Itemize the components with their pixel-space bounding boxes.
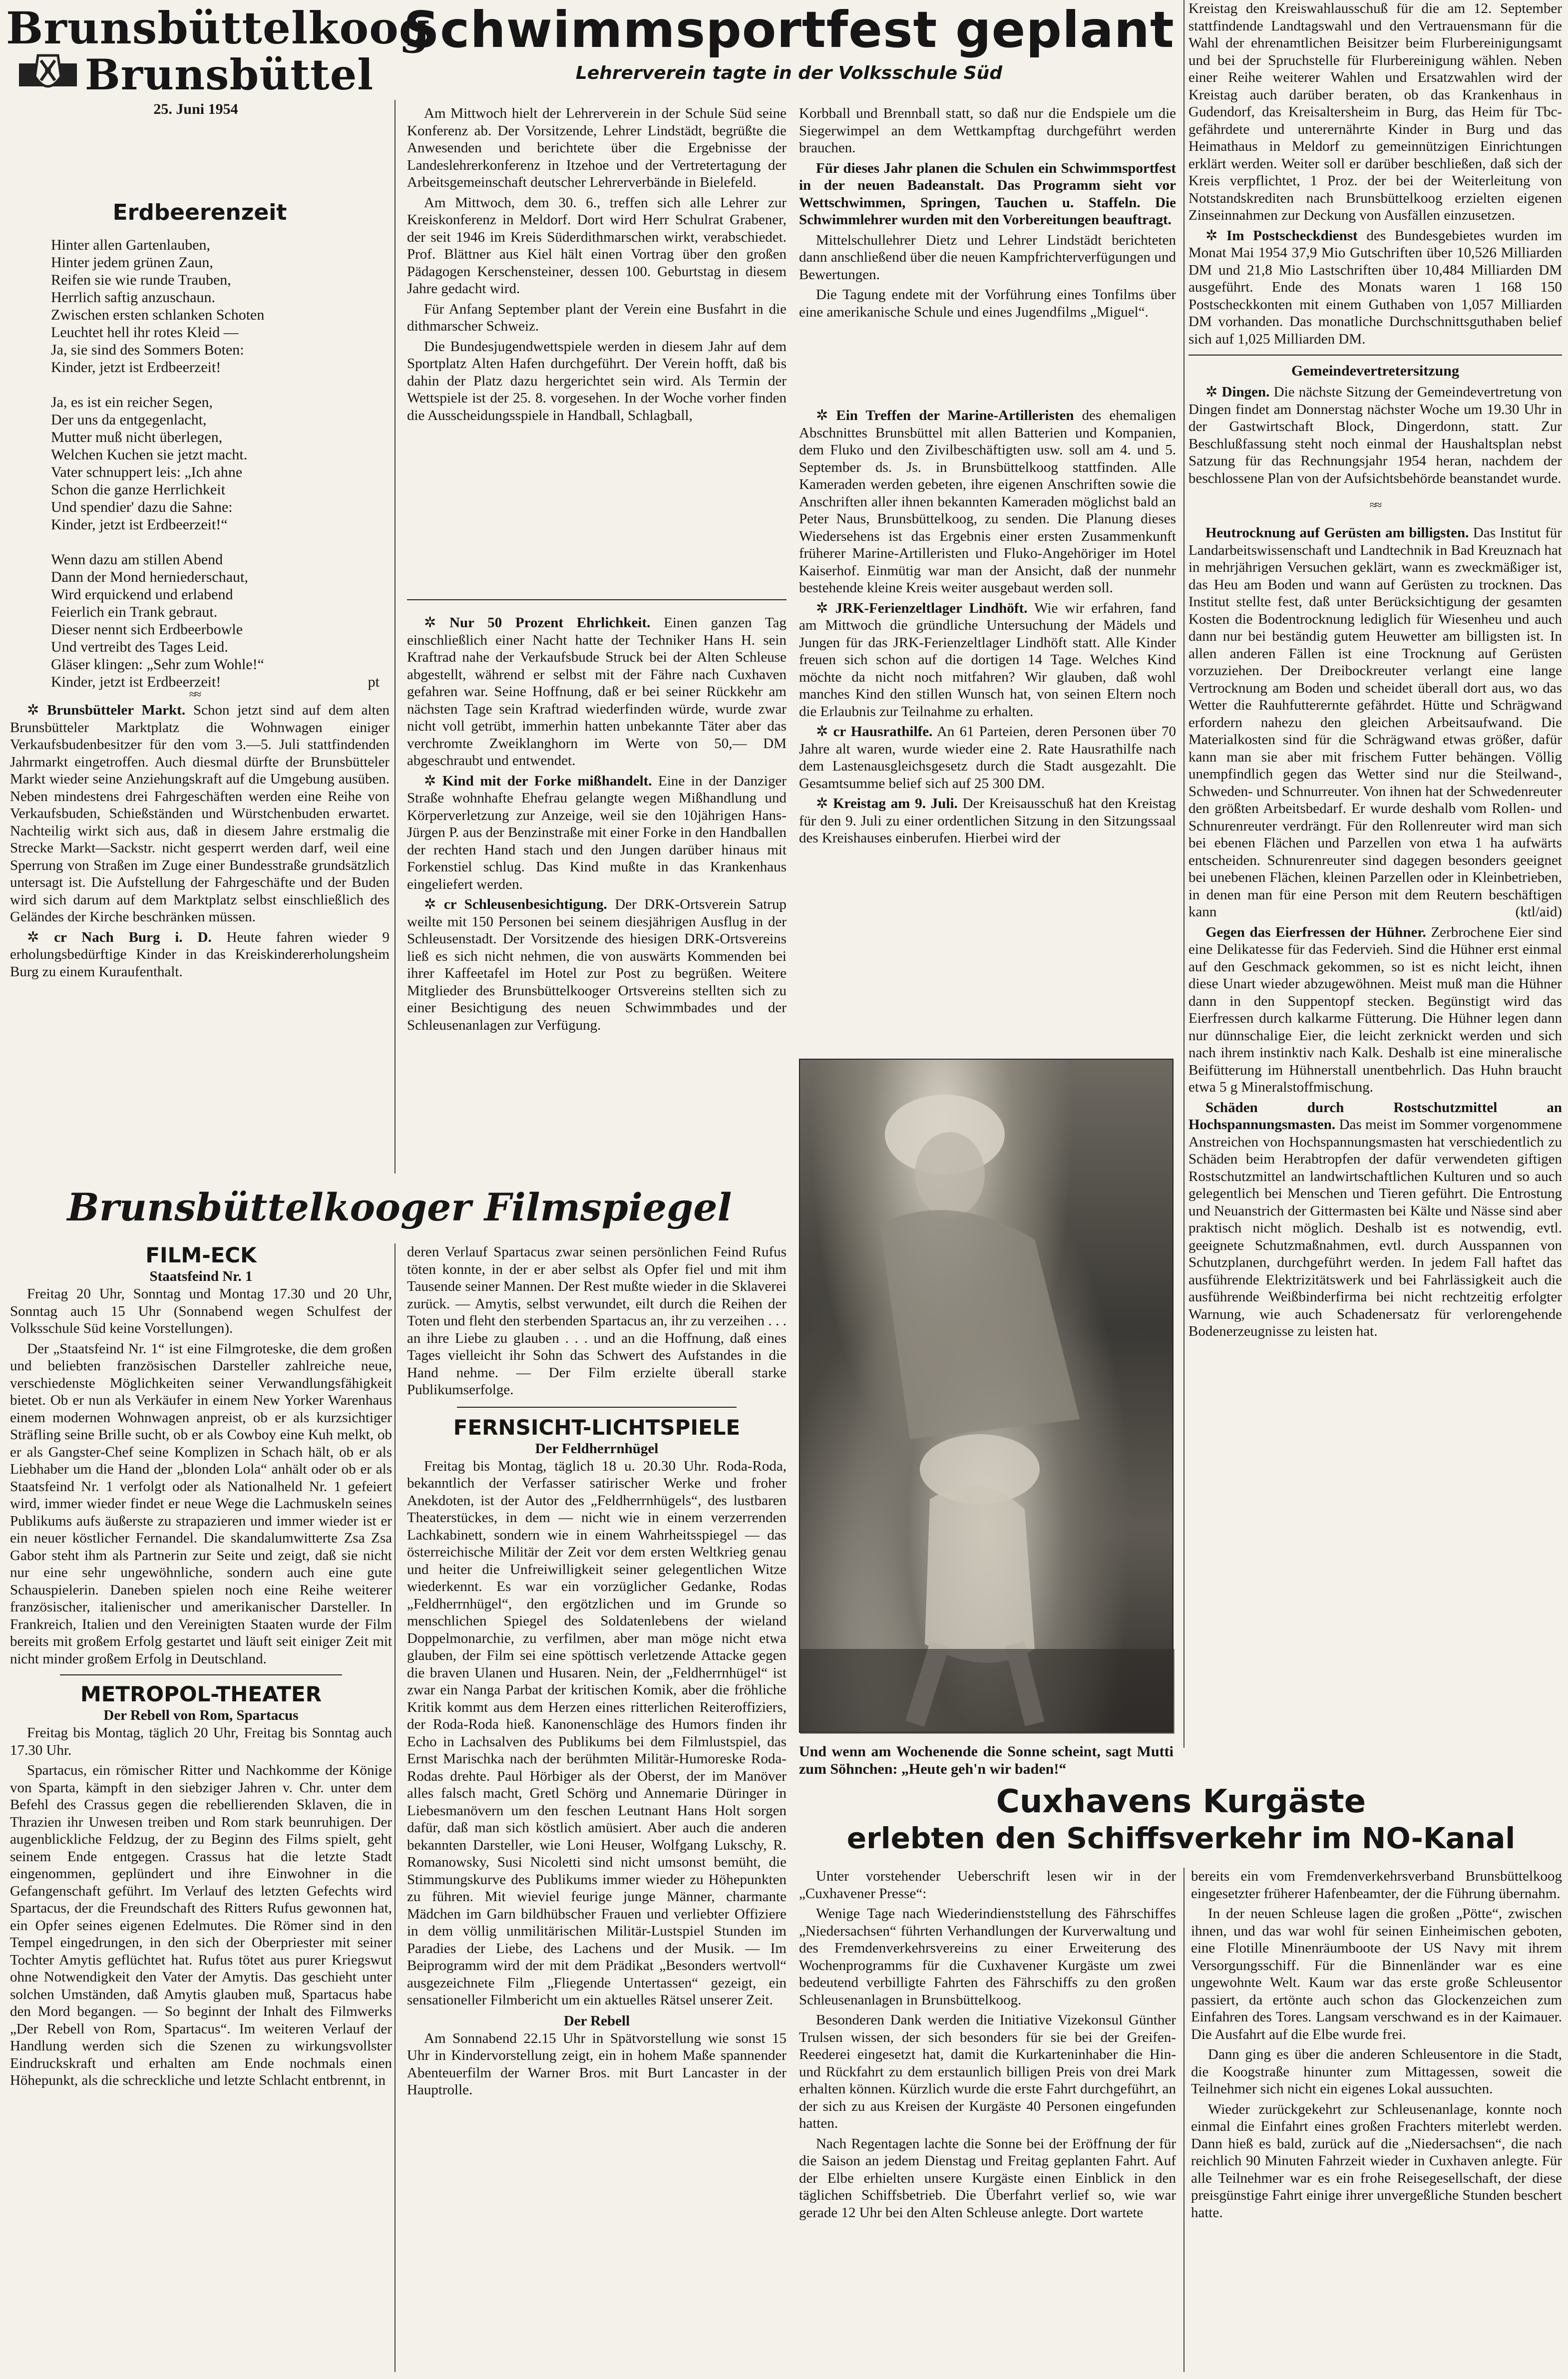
poem-line: Kinder, jetzt ist Erdbeerzeit! — [51, 674, 221, 690]
poem-line: Herrlich saftig anzuschaun. — [51, 289, 216, 306]
far-right-column — [1188, 0, 1562, 1748]
news-item-lead: JRK-Ferienzeltlager Lindhöft. — [835, 600, 1028, 616]
paragraph: Korbball und Brennball statt, so daß nur die Endspiele um die Siegerwimpel an dem Wettkampftag durchgeführt werden brauchen. — [799, 105, 1176, 156]
gv-news — [1188, 384, 1562, 487]
paragraph: Freitag bis Montag, täglich 20 Uhr, Freitag bis Sonntag auch 17.30 Uhr. — [10, 1725, 392, 1758]
paragraph: Für Anfang September plant der Verein eine Busfahrt in die dithmarscher Schweiz. — [407, 301, 786, 334]
cinema-film-eck: FILM-ECK — [145, 1243, 257, 1267]
poem-line: Dann der Mond herniederschaut, — [51, 569, 248, 585]
poem-line — [51, 376, 390, 394]
poem-line: Der uns da entgegenlacht, — [51, 411, 207, 428]
column-rule — [394, 1243, 395, 2372]
news-item — [10, 702, 390, 926]
star-icon: ✲ — [27, 929, 54, 945]
divider-line — [407, 599, 786, 600]
separator-wave: ≈≈ — [189, 688, 201, 701]
postscheck-text: des Bundesgebietes wurden im Monat Mai 1954 37,9 Mio Gutschriften über 10,526 Milliarden DM und 21,8 Mio Lastschriften über 10,484 Milliarden DM ausgeführt. Ende des Monats waren 1 168 150 Postscheckkonten mit einem Guthaben von 1,057 Milliarden DM vorhanden. Das monatliche Durchschnittsguthaben belief sich auf 1,025 Milliarden DM. — [1188, 227, 1562, 347]
news-item — [799, 795, 1176, 847]
rebell-text: Am Sonnabend 22.15 Uhr in Spätvorstellung wie sonst 15 Uhr in Kindervorstellung zeigt, ein in hohem Maße spannender Abenteuerfilm der Warner Bros. mit Burt Lancaster in der Hauptrolle. — [407, 2030, 786, 2098]
news-item-text: Eine in der Danziger Straße wohnhafte Ehefrau gelangte wegen Mißhandlung und Körperverletzung zur Anzeige, weil sie den 10jährigen Hans-Jürgen P. aus der Benzinstraße mit einer Forke in den Handballen der rechten Hand stach und den Jungen darüber hinaus mit Forkenstiel schlug. Das Kind mußte in das Krankenhaus eingeliefert werden. — [407, 773, 786, 892]
poem-line: Leuchtet hell ihr rotes Kleid — — [51, 324, 239, 341]
movie-feldherrnhuegel: Der Feldherrnhügel — [535, 1440, 659, 1457]
poem-line: Kinder, jetzt ist Erdbeerzeit! — [51, 359, 221, 376]
paragraph: Wenige Tage nach Wiederindienststellung des Fährschiffes „Niedersachsen“ führten Verhandlungen der Kurverwaltung und des Fremdenverkehrsvereins zu einer Erweiterung des Wochenprogramms für die Cuxhavener Kurgäste um zwei bedeutend verbilligte Fahrten des Fährschiffs zu den großen Schleusenanlagen in Brunsbüttelkoog. — [799, 1906, 1176, 2008]
masthead-line1: Brunsbüttelkoog — [6, 2, 430, 54]
fernsicht-text: Freitag bis Montag, täglich 18 u. 20.30 Uhr. Roda-Roda, bekanntlich der Verfasser satirischer Werke und froher Anekdoten, ist der Autor des „Feldherrnhügels“, des lustbaren Theaterstückes, in dem — nicht wie in einem verzerrenden Lachkabinett, sondern wie in einem Wahrheitsspiegel — das österreichische Militär der Zeit vor dem ersten Weltkrieg genau und heiter die Unfreiwilligkeit seiner gelegentlichen Witze wiederkennt. Es war ein vorzüglicher Gedanke, Rodas „Feldherrnhügel“, den ergötzlichen und im Grunde so menschlichen Spiegel des Soldatenlebens der wieland Doppelmonarchie, zu verfilmen, aber man möge nicht etwa glauben, der Film sei eine spöttisch verletzende Attacke gegen die braven Ulanen und Husaren. Nein, der „Feldherrnhügel“ ist zwar ein Nanga Parbat der kritischen Komik, aber die fröhliche Kritik kommt aus dem Herzen eines ritterlichen Reiteroffiziers, der Roda-Roda hieß. Kanonenschläge des Humors finden ihr Echo in Lachsalven des Publikums bei dem Filmlustspiel, das Ernst Marischka nach der berühmten Militär-Humoreske Roda-Rodas drehte. Paul Hörbiger als der Oberst, der im Manöver alles falsch macht, Gretl Schörg und Annemarie Düringer in Liebesmanövern um den feschen Leutnant Hans Holt sorgen dafür, daß man sich köstlich amüsiert. Aber auch die anderen bekannten Darsteller, wie Loni Heuser, Wolfgang Lukschy, R. Romanowsky, Susi Nicoletti sind nicht umsonst bemüht, die Stimmungskurve des Publikums immer wieder zu Höhepunkten zu führen. Mit wieviel feurige junge Männer, charmante Mädchen im Garn bildhübscher Frauen und verliebter Offiziere in dem völlig unmilitärischen Militär-Lustspiel Stunden im Paradies der Liebe, des Lachens und der Musik. — Im Beiprogramm wird der mit dem Prädikat „Besonders wertvoll“ ausgezeichnete Film „Fliegende Untertassen“ gezeigt, ein sensationeller Filmbericht um ein aktuelles Rätsel unserer Zeit. — [407, 1458, 786, 2008]
star-icon: ✲ — [424, 896, 444, 912]
gv-lead: Dingen. — [1221, 384, 1270, 400]
eier-text: Zerbrochene Eier sind eine Delikatesse für das Federvieh. Sind die Hühner erst einmal auf den Geschmack gekommen, so ist es nicht leicht, ihnen diese Unart wieder abzugewöhnen. Meist muß man die Hühner dann in den Suppentopf stecken. Begünstigt wird das Eierfressen durch kalkarme Fütterung. Die Hühner legen dann nur dünnschalige Eier, die leicht zerknickt werden und sich nach ihrem instinktiv nach Kalk. Deshalb ist eine mineralische Beifütterung im Hühnerstall unentbehrlich. Das Huhn braucht etwa 5 g Mineralstoffmischung. — [1188, 924, 1562, 1095]
rost-news — [1188, 1099, 1562, 1340]
divider-line — [1188, 355, 1562, 356]
movie-staatsfeind: Staatsfeind Nr. 1 — [149, 1268, 253, 1284]
heu-text: Das Institut für Landarbeitswissenschaft und Landtechnik in Bad Kreuznach hat in mehrjährigen Versuchen geklärt, wann es zweckmäßiger ist, das Heu am Boden und wann auf Gerüsten zu trocknen. Das Institut stellte fest, daß unter Berücksichtigung der gesamten Kosten die Bodentrocknung lediglich für Wiesenheu und auch dann nur bei beständig gutem Heuwetter am billigsten ist. In allen anderen Fällen ist eine Trocknung auf Gerüsten vorzuziehen. Der Dreibockreuter verlangt eine lange Vertrocknung am Boden und scheidet überall dort aus, wo das Wetter die Rauhfutterernte gefährdet. Hütte und Schrägwand erfordern nahezu den gleichen Arbeitsaufwand. Die Materialkosten sind für die Schrägwand etwas größer, dafür kann man sie aber mit frischem Futter behängen. Völlig unempfindlich gegen das Wetter sind nur die Steilwand-, Schweden- und Schnurreuter. Von ihnen hat der Schwedenreuter den größten Arbeitsbedarf. Er wurde deshalb vom Rollen- und Schnurenreuter verdrängt. Für den Rollenreuter wird man sich bei ebenen Flächen und Parzellen von etwa 1 ha aufwärts entscheiden. Schnurenreuter sind dagegen besonders geeignet bei unebenen Flächen, kleinen Parzellen oder in Kleinbetrieben, in denen man für eine Person mit dem Reutern beschäftigen kann — [1188, 525, 1562, 920]
poem-line: Hinter jedem grünen Zaun, — [51, 254, 213, 271]
poem-line: Wird erquickend und erlabend — [51, 586, 233, 603]
paragraph: Spartacus, ein römischer Ritter und Nachkomme der Könige von Sparta, kämpft in den siebziger Jahren v. Chr. unter dem Befehl des Crassus gegen die rebellierenden Sklaven, die in Thrazien ihr Unwesen treiben und Rom stark beunruhigen. Der augenblickliche Feldzug, der zu Beginn des Films spielt, geht seinem Ende entgegen. Crassus hat die letzte Stadt eingenommen, geplündert und ihre Einwohner in die Gefangenschaft geführt. Im Verlauf des letzten Gefechts wird Spartacus, der die Freundschaft des Ritters Rufus gewonnen hat, ein Opfer seines eigenen Edelmutes. Die Römer sind in den Tempel eingedrungen, in den sich der Oberpriester mit seiner Tochter Amytis geflüchtet hat. Rufus tötet aus purer Kriegswut ohne Notwendigkeit den Vater der Amytis. Das geschieht unter solchen Umständen, daß Amytis glauben muß, Spartacus habe den Mord begangen. — So beginnt der Inhalt des Filmwerks „Der Rebell von Rom, Spartacus“. Im weiteren Verlauf der Handlung werden sich die Szenen zu wirkungsvollster Eindruckskraft und erhalten am Ende nochmals einen Höhepunkt, als die schreckliche und letzte Schlacht entbrennt, in — [10, 1762, 392, 2088]
bathing-photo — [799, 1059, 1174, 1733]
main-headline: Schwimmsportfest geplant — [403, 0, 1175, 59]
paragraph: Der „Staatsfeind Nr. 1“ ist eine Filmgroteske, die dem großen und beliebten französischen Darsteller zahlreiche neue, verschiedenste Möglichkeiten seiner Verwandlungsfähigkeit bietet. Ob er nun als Verkäufer in einem New Yorker Warenhaus einem modernen Wohnwagen anpreist, ob er als kurzsichtiger Sträfling seine Brille sucht, ob er als Cowboy eine Kuh melkt, ob er als Gangster-Chef seine Komplizen in Schach hält, ob er als Liebhaber um die Hand der „blonden Lola“ anhält oder ob er als Staatsfeind Nr. 1 verfolgt oder als Nationalheld Nr. 1 gefeiert wird, immer wieder findet er neue Wege die Lachmuskeln seines Publikums aufs äußerste zu strapazieren und immer wieder ist er ein neuer köstlicher Fernandel. Die skandalumwitterte Zsa Zsa Gabor steht ihm als Partnerin zur Seite und zeigt, daß sie nicht nur eine sehr ungewöhnliche, sondern auch eine gute Schauspielerin. Daneben spielen noch eine Reihe weiterer französischer, italienischer und amerikanischer Darsteller. In Frankreich, Italien und den Vereinigten Staaten wurde der Film bereits mit großem Erfolg gestartet und läuft seit einiger Zeit mit nicht minder großem Erfolg in Deutschland. — [10, 1340, 392, 1667]
poem-lines — [10, 236, 390, 691]
star-icon: ✲ — [424, 773, 442, 789]
paragraph: Dann ging es über die anderen Schleusentore in die Stadt, die Koogstraße hinunter zum Mittagessen, soweit die Teilnehmer sich nicht ein eigenes Lokal aussuchten. — [1191, 2046, 1562, 2097]
paragraph: Mittelschullehrer Dietz und Lehrer Lindstädt berichteten dann anschließend über die neuen Kampfrichterverfügungen und Bewertungen. — [799, 232, 1176, 283]
film-eck-text — [10, 1285, 392, 1667]
paragraph: Die Bundesjugendwettspiele werden in diesem Jahr auf dem Sportplatz Alten Hafen durchgeführt. Der Verein hofft, daß bis dahin der Platz dazu hergerichtet sein wird. Als Termin der Wettspiele ist der 25. 8. vorgesehen. In der Woche vorher finden die Ausscheidungsspiele in Handball, Schlagball, — [407, 338, 786, 423]
star-icon: ✲ — [816, 407, 836, 423]
news-item — [407, 773, 786, 893]
news-item-lead: cr Hausrathilfe. — [833, 724, 933, 740]
news-item-text: Einen ganzen Tag einschließlich einer Nacht hatte der Techniker Hans H. sein Kraftrad nahe der Verkaufsbude Struck bei der Alten Schleuse abgestellt, während er selbst mit der Fähre nach Cuxhaven gefahren war. Seine Hoffnung, daß er bei seiner Rückkehr am nächsten Tage sein Kraftrad wiederfinden würde, wurde zwar nicht voll getrübt, immerhin hatten unbekannte Täter aber das verchromte Zweiklanghorn im Werte von 50,— DM abgeschraubt und entwendet. — [407, 615, 786, 769]
star-icon: ✲ — [1205, 384, 1222, 400]
rost-text: Das meist im Sommer vorgenommene Anstreichen von Hochspannungsmasten hat verschiedentlich zu Schäden beim Herabtropfen der dafür verwendeten giftigen Rostschutzmittel an landwirtschaftlichen Kulturen und so auch gelegentlich bei Menschen und Tieren geführt. Die Entrostung und Neuanstrich der Gittermasten bei Kälte und Nässe sind aber praktisch nicht möglich. Deshalb ist es notwendig, evtl. geeignete Schutzmaßnahmen, evtl. durch Ausspannen von Schutzplanen, durchgeführt werden. In jedem Fall haftet das ausführende Elektrizitätswerk und bei Fahrlässigkeit auch die ausführende Weißbinderfirma bei nicht rechtzeitig erfolgter Warnung, wie auch Schadenersatz für verlorengehende Bodenerzeugnisse zu leisten hat. — [1188, 1117, 1562, 1339]
film-section-title — [10, 1184, 789, 1231]
poem-line: Feierlich ein Trank gebraut. — [51, 604, 218, 620]
star-icon: ✲ — [1205, 227, 1227, 244]
star-icon: ✲ — [27, 702, 47, 718]
poem-line: Welchen Kuchen sie jetzt macht. — [51, 446, 248, 463]
movie-spartacus: Der Rebell von Rom, Spartacus — [103, 1707, 299, 1723]
news-item — [407, 896, 786, 1034]
main-headline-block — [399, 0, 1178, 83]
film-title: Brunsbüttelkooger Filmspiegel — [67, 1185, 732, 1229]
photo-caption — [799, 1743, 1174, 1781]
news-item-lead: Kind mit der Forke mißhandelt. — [442, 773, 652, 789]
poem-line: Zwischen ersten schlanken Schoten — [51, 307, 265, 323]
news-item-lead: cr Nach Burg i. D. — [54, 929, 212, 945]
main-subheadline: Lehrerverein tagte in der Volksschule Süd — [575, 63, 1003, 83]
separator-wave: ≈≈ — [1369, 499, 1381, 512]
paragraph: bereits ein vom Fremdenverkehrsverband Brunsbüttelkoog eingesetzter früherer Hafenbeamter, der die Führung übernahm. — [1191, 1868, 1562, 1902]
news-item — [10, 929, 390, 981]
masthead-line2-row — [6, 52, 386, 98]
star-icon: ✲ — [816, 724, 833, 740]
news-item-text: Schon jetzt sind auf dem alten Brunsbütteler Marktplatz die Wohnwagen einiger Verkaufsbudenbesitzer für den vom 3.—5. Juli stattfindenden Jahrmarkt eingetroffen. Auch diesmal dürfte der Brunsbütteler Markt wieder seine Anziehungskraft auf die Umgebung ausüben. Neben mindestens drei Fahrgeschäften werden eine Reihe von Verkaufsbuden, Schießständen und Würstchenbuden erwartet. Nachteilig wirkt sich aus, daß in diesem Jahre erstmalig die Strecke Markt—Sackstr. nicht gesperrt werden darf, weil eine Sperrung von Straßen im Zuge einer Bundesstraße grundsätzlich untersagt ist. Die Aufstellung der Fahrgeschäfte und der Buden wird sich darum auf dem Marktplatz selbst einschließlich des Geländes der Kirche beschränken müssen. — [10, 702, 390, 925]
news-item-text: Der DRK-Ortsverein Satrup weilte mit 150 Personen bei seinem diesjährigen Ausflug in der Schleusenstadt. Der Vorsitzende des hiesigen DRK-Ortsvereins ließ es sich nicht nehmen, die von auswärts Kommenden bei ihrer Kaffeetafel im Hotel zur Post zu begrüßen. Weitere Mitglieder des Brunsbüttelkooger Ortsvereins stellten sich zu einer Besichtigung des neuen Schwimmbades und der Schleusenanlagen zur Verfügung. — [407, 896, 786, 1033]
poem-block — [10, 200, 390, 691]
heu-signature: (ktl/aid) — [1515, 904, 1562, 920]
cinema-fernsicht: FERNSICHT-LICHTSPIELE — [453, 1415, 741, 1440]
poem-line: Wenn dazu am stillen Abend — [51, 551, 223, 568]
poem-line: Und vertreibt des Tages Leid. — [51, 639, 228, 655]
divider-line — [457, 1407, 737, 1408]
star-icon: ✲ — [816, 600, 835, 616]
star-icon: ✲ — [424, 615, 450, 631]
kreistag-continued: Kreistag den Kreiswahlausschuß für die am 12. September stattfindende Landtagswahl und den Vertrauensmann für die Wahl der ehrenamtlichen Beisitzer beim Flurbereinigungsamt und bei der Spruchstelle für Flurbereinigung wählen. Neben einer Reihe weiterer Wahlen und Ersatzwahlen wird der Kreistag auch darüber beraten, ob das Krankenhaus in Gudendorf, das Kreisaltersheim in Burg, das Heim für Tbc-gefährdete und unterernährte Kinder in Burg und das Heimathaus in Meldorf zu gemeinnützigen Einrichtungen erklärt werden. Weiter soll er darüber beschließen, daß sich der Kreis verpflichtet, 1 Proz. der bei der Weiterleitung von Notstandskrediten nach Brunsbüttelkoog erzielten eigenen Zinseinnahmen zur Deckung von Ausfällen einzusetzen. — [1188, 0, 1562, 223]
poem-title: Erdbeerenzeit — [112, 200, 287, 225]
column-rule — [1183, 1868, 1184, 2372]
paragraph: Nach Regentagen lachte die Sonne bei der Eröffnung der für die Saison an jedem Dienstag und Freitag geplanten Fahrt. Auf der Elbe erhielten unsere Kurgäste einen Einblick in den täglichen Schiffsbetrieb. Die Überfahrt verlief so, wie war gerade 12 Uhr bei den Alten Schleuse anlegte. Dort wartete — [799, 2135, 1176, 2221]
column-rule — [1183, 0, 1184, 1748]
poem-line — [51, 533, 390, 551]
news-item — [799, 407, 1176, 597]
cux-column-2 — [1191, 1868, 1562, 2377]
paragraph: Freitag 20 Uhr, Sonntag und Montag 17.30 und 20 Uhr, Sonntag auch 15 Uhr (Sonnabend wegen Schulfest der Volksschule Süd keine Vorstellungen). — [10, 1286, 392, 1336]
poem-line: Hinter allen Gartenlauben, — [51, 237, 211, 253]
heu-title: Heutrocknung auf Gerüsten am billigsten. — [1205, 525, 1469, 541]
cux-headline-2: erlebten den Schiffsverkehr im NO-Kanal — [846, 1821, 1516, 1855]
star-icon: ✲ — [816, 795, 833, 811]
cinema-metropol: METROPOL-THEATER — [80, 1682, 322, 1706]
paragraph: Wieder zurückgekehrt zur Schleusenanlage, konnte noch einmal die Einfahrt eines großen Frachters miterlebt werden. Dann hieß es bald, zurück auf die „Niedersachsen“, die nach reichlich 90 Minuten Fahrzeit wieder in Cuxhaven anlegte. Für alle Teilnehmer war es ein frohe Reisegesellschaft, der diese preisgünstige Fahrt einige ihrer unvergeßliche Stunden beschert hatte. — [1191, 2101, 1562, 2221]
news-item — [799, 723, 1176, 792]
news-item-lead: Kreistag am 9. Juli. — [833, 795, 958, 811]
news-item — [407, 614, 786, 770]
news-item-lead: Ein Treffen der Marine-Artilleristen — [836, 407, 1074, 423]
news-item-text: An 61 Parteien, deren Personen über 70 Jahre alt waren, wurde wieder eine 2. Rate Hausrathilfe nach dem Lastenausgleichsgesetz durch die Stadt ausgezahlt. Die Gesamtsumme belief sich auf 25 300 DM. — [799, 724, 1176, 792]
gv-text: Die nächste Sitzung der Gemeindevertretung von Dingen findet am Donnerstag nächster Woche um 19.30 Uhr in der Gastwirtschaft Block, Dingerdonn, statt. Zur Beschlußfassung steht noch einmal der Haushaltsplan nebst Satzung für das Rechnungsjahr 1954 heran, nachdem der beschlossene Plan von der Aufsichtsbehörde beanstandet wurde. — [1188, 384, 1562, 486]
poem-line: Reifen sie wie runde Trauben, — [51, 272, 231, 288]
movie-der-rebell: Der Rebell — [563, 2012, 630, 2029]
main-article-column-1 — [407, 105, 786, 614]
paragraph: Für dieses Jahr planen die Schulen ein Schwimmsportfest in der neuen Badeanstalt. Das Programm sieht vor Wettschwimmen, Springen, Tauchen u. Staffeln. Die Schwimmlehrer wurden mit den Vorbereitungen beauftragt. — [799, 160, 1176, 228]
rost-lead: Schäden durch Rostschutzmittel an Hochspannungsmasten. — [1188, 1099, 1562, 1133]
news-item — [799, 600, 1176, 721]
issue-date: 25. Juni 1954 — [153, 101, 238, 117]
poem-line: Ja, es ist ein reicher Segen, — [51, 394, 213, 410]
film-column-2 — [407, 1243, 786, 2377]
mother-child-illustration — [800, 1060, 1175, 1734]
heu-news — [1188, 524, 1562, 921]
news-item-text: des ehemaligen Abschnittes Brunsbüttel mit allen Batterien und Kompanien, dem Fluko und den Zivilbeschäftigten usw. soll am 4. und 5. September ds. Js. in Brunsbüttelkoog stattfinden. Alle Kameraden werden gebeten, ihre eigenen Anschriften sowie die Anschriften aller ihnen bekannten Kameraden möglichst bald an Peter Naus, Brunsbüttelkoog, zu senden. Die Planung dieses Wiedersehens ist das Ergebnis einer ersten Zusammenkunft früherer Marine-Artilleristen und Fluko-Angehöriger im Hotel Kaiserhof. Einmütig war man der Ansicht, daß der nunmehr bestehende kleine Kreis weiter ausgebaut werden soll. — [799, 407, 1176, 596]
coat-of-arms-icon — [18, 52, 78, 97]
poem-line: Kinder, jetzt ist Erdbeerzeit!“ — [51, 516, 228, 533]
divider-line — [60, 1674, 342, 1675]
masthead — [6, 2, 430, 118]
postscheck-news — [1188, 227, 1562, 348]
poem-line: Schon die ganze Herrlichkeit — [51, 481, 226, 498]
poem-line: Vater schnuppert leis: „Ich ahne — [51, 464, 243, 480]
masthead-line2: Brunsbüttel — [84, 50, 374, 99]
poem-author: pt — [368, 674, 380, 690]
news-item-text: Der Kreisausschuß hat den Kreistag für den 9. Juli zu einer ordentlichen Sitzung in den Sitzungssaal des Kreishauses einberufen. Hierbei wird der — [799, 795, 1176, 846]
postscheck-lead: Im Postscheckdienst — [1226, 227, 1358, 244]
film-column-1 — [10, 1243, 392, 2377]
news-item-text: Heute fahren wieder 9 erholungsbedürftige Kinder in das Kreiskindererholungsheim Burg zu einem Kuraufenthalt. — [10, 929, 390, 980]
column-rule — [394, 100, 395, 1174]
paragraph: Am Mittwoch hielt der Lehrerverein in der Schule Süd seine Konferenz ab. Der Vorsitzende, Lehrer Lindstädt, begrüßte die Anwesenden und berichtete über die Ergebnisse der Landeslehrerkonferenz in Itzehoe und der Vertretertagung der Arbeitsgemeinschaft deutscher Lehrerverbände in Bielefeld. — [407, 105, 786, 190]
news-item-lead: Nur 50 Prozent Ehrlichkeit. — [449, 615, 651, 631]
main-article-column-2 — [799, 105, 1176, 414]
news-item-lead: Brunsbütteler Markt. — [47, 702, 186, 718]
right-news-column — [799, 407, 1176, 1051]
poem-line: Mutter muß nicht überlegen, — [51, 429, 223, 445]
poem-line: Und spendier' dazu die Sahne: — [51, 499, 233, 515]
cux-headline-block — [799, 1783, 1563, 1856]
poem-line: Gläser klingen: „Sehr zum Wohle!“ — [51, 656, 264, 673]
eier-news — [1188, 924, 1562, 1096]
paragraph: Besonderen Dank werden die Initiative Vizekonsul Günther Trulsen wissen, der sich besonders für sie bei der Greifen-Reederei eingesetzt hat, damit die Kurkarteninhaber die Hin- und Rückfahrt zu dem erstaunlich billigen Preis von drei Mark erhalten können. Kürzlich wurde die erste Fahrt durchgeführt, an der sich zu aus Kreisen der Kurgäste 40 Personen eingefunden hatten. — [799, 2012, 1176, 2131]
paragraph: In der neuen Schleuse lagen die großen „Pötte“, zwischen ihnen, und das war wohl für seinen Einheimischen geboten, eine Flotille Minenräumboote der US Navy mit ihrem Versorgungsschiff. Für die Binnenländer war es eine ungewohnte Welt. Kaum war das erste große Schleusentor passiert, da ertönte auch schon das Glockenzeichen zum Einfahren des Tores. Langsam verschwand es in der Kaimauer. Die Ausfahrt auf die Elbe wurde frei. — [1191, 1906, 1562, 2042]
spartacus-continued: deren Verlauf Spartacus zwar seinen persönlichen Feind Rufus töten konnte, in der er aber selbst als Opfer fiel und mit ihm Tausende seiner Mannen. Der Rest mußte wieder in die Sklaverei zurück. — Amytis, selbst verwundet, eilt durch die Reihen der Toten und fleht den sterbenden Spartacus an, ihr zu verzeihen . . . an ihre Liebe zu glauben . . . und an die Hoffnung, daß eines Tages vielleicht ihr Sohn das Schwert des Aufstandes in die Hand nehme. — Der Film erzielte überall starke Publikumserfolge. — [407, 1244, 786, 1398]
poem-line: Dieser nennt sich Erdbeerbowle — [51, 621, 243, 638]
paragraph: Am Mittwoch, dem 30. 6., treffen sich alle Lehrer zur Kreiskonferenz in Meldorf. Dort wird Herr Schulrat Grabener, der seit 1946 im Kreis Süderdithmarschen wirkt, verabschiedet. Prof. Blättner aus Kiel hält einen Vortrag über den großen Pädagogen Kerschensteiner, dessen 100. Geburtstag in diesem Jahre gedacht wird. — [407, 194, 786, 297]
news-item-lead: cr Schleusenbesichtigung. — [443, 896, 607, 912]
middle-news-column — [407, 614, 786, 1184]
eier-lead: Gegen das Eierfressen der Hühner. — [1205, 924, 1426, 940]
paragraph: Die Tagung endete mit der Vorführung eines Tonfilms über eine amerikanische Schule und eines Jugendfilms „Miguel“. — [799, 287, 1176, 320]
left-news-column — [10, 702, 390, 1171]
news-item-text: Wie wir erfahren, fand am Mittwoch die gründliche Untersuchung der Mädels und Jungen für das JRK-Ferienzeltlager Lindhöft statt. Alle Kinder freuen sich schon auf die dortigen 14 Tage. Welches Kind möchte da nicht noch mitfahren? Wir glauben, daß wohl manches Kind den stillen Wunsch hat, von seinen Eltern noch die Erlaubnis zur Teilnahme zu erhalten. — [799, 600, 1176, 720]
poem-line: Ja, sie sind des Sommers Boten: — [51, 342, 244, 358]
photo-caption-text: Und wenn am Wochenende die Sonne scheint, sagt Mutti zum Söhnchen: „Heute geh'n wir baden!“ — [799, 1743, 1174, 1777]
paragraph: Unter vorstehender Ueberschrift lesen wir in der „Cuxhavener Presse“: — [799, 1868, 1176, 1902]
gv-title: Gemeindevertretersitzung — [1291, 363, 1459, 379]
metropol-text — [10, 1724, 392, 2089]
cux-headline-1: Cuxhavens Kurgäste — [996, 1783, 1366, 1820]
cux-column-1 — [799, 1868, 1176, 2377]
